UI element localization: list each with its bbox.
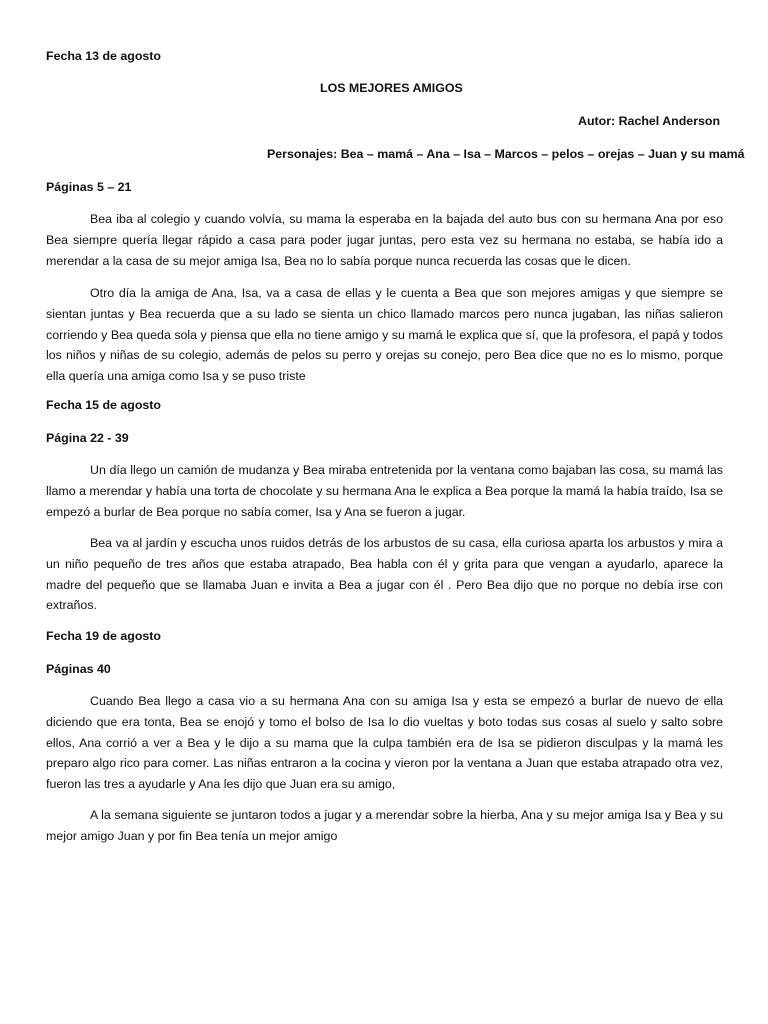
paragraph-5: Cuando Bea llego a casa vio a su hermana Ana con su amiga Isa y esta se empezó a burlar de nuevo de ella diciendo que era tonta, Bea se enojó y tomo el bolso de Isa lo dio vueltas y boto todas sus cosas al suelo y salto sobre ellos, Ana corrió a ver a Bea y le dijo a su mama que la culpa también era de Isa se pidieron disculpas y la mamá les preparo algo rico para comer. Las niñas entraron a la cocina y vieron por la ventana a Juan que estaba atrapado otra vez, fueron las tres a ayudarle y Ana les dijo que Juan era su amigo, — [46, 694, 723, 792]
paragraph-1: Bea iba al colegio y cuando volvía, su mama la esperaba en la bajada del auto bus con su hermana Ana por eso Bea siempre quería llegar rápido a casa para poder jugar juntas, pero esta vez su hermana no estaba, se había ido a merendar a la casa de su mejor amiga Isa, Bea no lo sabía porque nunca recuerda las cosas que le dicen. — [46, 212, 723, 268]
author-line: Autor: Rachel Anderson — [578, 114, 721, 128]
paragraph-2: Otro día la amiga de Ana, Isa, va a casa de ellas y le cuenta a Bea que son mejores amigas y que siempre se sientan juntas y Bea recuerda que a su lado se sienta un chico llamado marcos pero nunca jugaban, las niñas salieron corriendo y Bea queda sola y piensa que ella no tiene amigo y su mamá le explica que sí, que la profesora, el papá y todos los niños y niñas de su colegio, además de pelos su perro y orejas su conejo, pero Bea dice que no es lo mismo, porque ella quería una amiga como Isa y se puso triste — [46, 286, 723, 384]
paragraph-3: Un día llego un camión de mudanza y Bea miraba entretenida por la ventana como bajaban las cosa, su mamá las llamo a merendar y había una torta de chocolate y su hermana Ana le explica a Bea porque la mamá la había traído, Isa se empezó a burlar de Bea porque no sabía comer, Isa y Ana se fueron a jugar. — [46, 463, 723, 519]
paragraph-4: Bea va al jardín y escucha unos ruidos detrás de los arbustos de su casa, ella curiosa aparta los arbustos y mira a un niño pequeño de tres años que estaba atrapado, Bea habla con él y grita para que vengan a ayudarlo, aparece la madre del pequeño que se llamaba Juan e invita a Bea a jugar con él . Pero Bea dijo que no porque no debía irse con extraños. — [46, 536, 723, 613]
paragraph-6: A la semana siguiente se juntaron todos a jugar y a merendar sobre la hierba, Ana y su mejor amiga Isa y Bea y su mejor amigo Juan y por fin Bea tenía un mejor amigo — [46, 808, 723, 843]
date-heading-3: Fecha 19 de agosto — [46, 629, 161, 643]
date-heading-1: Fecha 13 de agosto — [46, 49, 161, 63]
pages-heading-1: Páginas 5 – 21 — [46, 180, 132, 194]
pages-heading-3: Páginas 40 — [46, 662, 111, 676]
pages-heading-2: Página 22 - 39 — [46, 431, 129, 445]
characters-line: Personajes: Bea – mamá – Ana – Isa – Marcos – pelos – orejas – Juan y su mamá — [267, 147, 745, 161]
document-title: LOS MEJORES AMIGOS — [320, 81, 463, 95]
date-heading-2: Fecha 15 de agosto — [46, 398, 161, 412]
